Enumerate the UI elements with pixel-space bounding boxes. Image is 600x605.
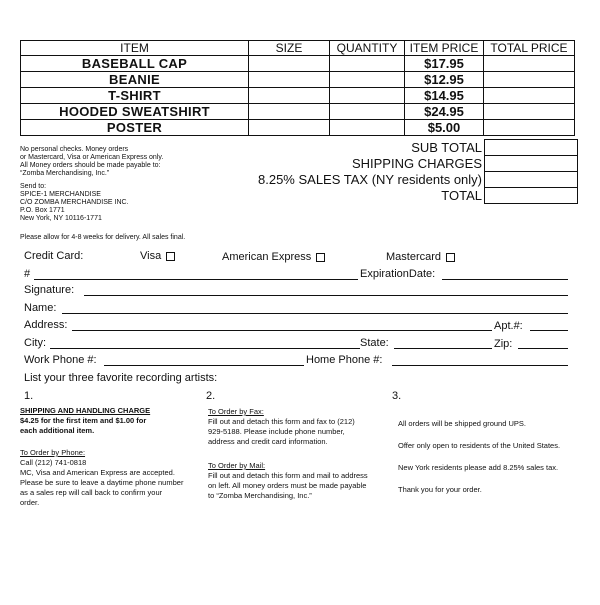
phone-text-line: MC, Visa and American Express are accepted. [20,468,175,477]
artist-1-field[interactable]: 1. [24,390,34,402]
city-field[interactable] [50,348,360,349]
address-label: Address: [24,319,68,331]
name-label: Name: [24,302,57,314]
item-name: HOODED SWEATSHIRT [21,104,249,120]
policy-column [398,418,588,495]
note-line: No personal checks. Money orders [20,146,129,153]
quantity-cell[interactable] [330,120,405,136]
phone-order-title: To Order by Phone: [20,448,86,457]
order-table [20,40,575,136]
home-phone-field[interactable] [392,365,568,366]
address-line: P.O. Box 1771 [20,207,65,214]
city-label: City: [24,337,46,349]
total-price-cell[interactable] [484,72,575,88]
visa-label: Visa [140,250,162,262]
note-line: All Money orders should be made payable to: [20,162,161,169]
shipping-label: SHIPPING CHARGES [351,155,482,171]
header-total-price: TOTAL PRICE [484,41,575,56]
item-price: $17.95 [405,56,484,72]
table-row [21,88,575,104]
total-price-cell[interactable] [484,56,575,72]
item-price: $12.95 [405,72,484,88]
delivery-note: Please allow for 4-8 weeks for delivery. All sales final. [20,234,186,241]
artist-3-field[interactable]: 3. [392,390,402,402]
totals-block [250,139,578,203]
zip-label: Zip: [494,338,513,350]
total-price-cell[interactable] [484,88,575,104]
note-line: “Zomba Merchandising, Inc.” [20,170,110,177]
quantity-cell[interactable] [330,72,405,88]
amex-option[interactable] [222,251,325,263]
header-item-price: ITEM PRICE [405,41,484,56]
note-line: or Mastercard, Visa or American Express only. [20,154,164,161]
total-price-cell[interactable] [484,120,575,136]
home-phone-label: Home Phone #: [306,354,383,366]
address-field[interactable] [72,330,492,331]
quantity-cell[interactable] [330,88,405,104]
item-price: $24.95 [405,104,484,120]
policy-line: New York residents please add 8.25% sales tax. [398,463,559,472]
address-line: Send to: [20,183,47,190]
size-cell[interactable] [249,56,330,72]
item-price: $14.95 [405,88,484,104]
send-to-address [20,183,240,223]
subtotal-box[interactable] [484,139,578,155]
table-row [21,72,575,88]
work-phone-label: Work Phone #: [24,354,97,366]
mail-text-line: on left. All money orders must be made payable [208,481,367,490]
fax-text-line: 929-5188. Please include phone number, [208,427,345,436]
table-row [21,120,575,136]
item-name: POSTER [21,120,249,136]
policy-line: Thank you for your order. [398,485,482,494]
fax-mail-column [208,407,388,501]
mastercard-checkbox[interactable] [446,253,455,262]
address-line: C/O ZOMBA MERCHANDISE INC. [20,199,129,206]
item-name: T-SHIRT [21,88,249,104]
quantity-cell[interactable] [330,104,405,120]
item-price: $5.00 [405,120,484,136]
policy-line: Offer only open to residents of the United States. [398,441,561,450]
apt-field[interactable] [530,330,568,331]
fax-text-line: address and credit card information. [208,437,328,446]
shipping-text-line: $4.25 for the first item and $1.00 for [20,416,147,425]
table-header-row [21,41,575,56]
shipping-box[interactable] [484,155,578,171]
shipping-title: SHIPPING AND HANDLING CHARGE [20,406,151,415]
sales-tax-box[interactable] [484,171,578,187]
visa-checkbox[interactable] [166,252,175,261]
phone-text-line: Call (212) 741-0818 [20,458,87,467]
state-field[interactable] [394,348,492,349]
quantity-cell[interactable] [330,56,405,72]
mail-order-title: To Order by Mail: [208,461,266,470]
artist-2-field[interactable]: 2. [206,390,216,402]
size-cell[interactable] [249,120,330,136]
shipping-info-column [20,406,200,508]
artists-label: List your three favorite recording artists: [24,372,218,384]
zip-field[interactable] [518,348,568,349]
address-line: New York, NY 10116-1771 [20,215,102,222]
expiration-label: ExpirationDate: [360,268,436,280]
work-phone-field[interactable] [104,365,304,366]
amex-label: American Express [222,251,312,263]
size-cell[interactable] [249,88,330,104]
phone-text-line: Please be sure to leave a daytime phone number [20,478,184,487]
total-price-cell[interactable] [484,104,575,120]
total-box[interactable] [484,187,578,204]
credit-card-label: Credit Card: [24,250,84,262]
state-label: State: [360,337,389,349]
card-number-label: # [24,268,31,280]
mail-text-line: Fill out and detach this form and mail to address [208,471,368,480]
phone-text-line: order. [20,498,40,507]
visa-option[interactable] [140,250,175,262]
fax-order-title: To Order by Fax: [208,407,264,416]
size-cell[interactable] [249,104,330,120]
signature-field[interactable] [84,295,568,296]
sales-tax-label: 8.25% SALES TAX (NY residents only) [258,171,482,187]
signature-label: Signature: [24,284,75,296]
subtotal-label: SUB TOTAL [411,139,482,155]
payment-note [20,146,240,178]
amex-checkbox[interactable] [316,253,325,262]
header-size: SIZE [249,41,330,56]
mail-text-line: to “Zomba Merchandising, Inc.” [208,491,312,500]
size-cell[interactable] [249,72,330,88]
mastercard-option[interactable] [386,251,455,263]
policy-line: All orders will be shipped ground UPS. [398,419,526,428]
header-item: ITEM [21,41,249,56]
apt-label: Apt.#: [494,320,523,332]
address-line: SPICE-1 MERCHANDISE [20,191,101,198]
table-row [21,56,575,72]
name-field[interactable] [62,313,568,314]
item-name: BEANIE [21,72,249,88]
table-row [21,104,575,120]
expiration-field[interactable] [442,279,568,280]
fax-text-line: Fill out and detach this form and fax to (212) [208,417,355,426]
phone-text-line: as a sales rep will call back to confirm your [20,488,163,497]
header-quantity: QUANTITY [330,41,405,56]
card-number-field[interactable] [34,279,358,280]
total-label: TOTAL [441,187,482,203]
mastercard-label: Mastercard [386,251,442,263]
item-name: BASEBALL CAP [21,56,249,72]
shipping-text-line: each additional item. [20,426,95,435]
